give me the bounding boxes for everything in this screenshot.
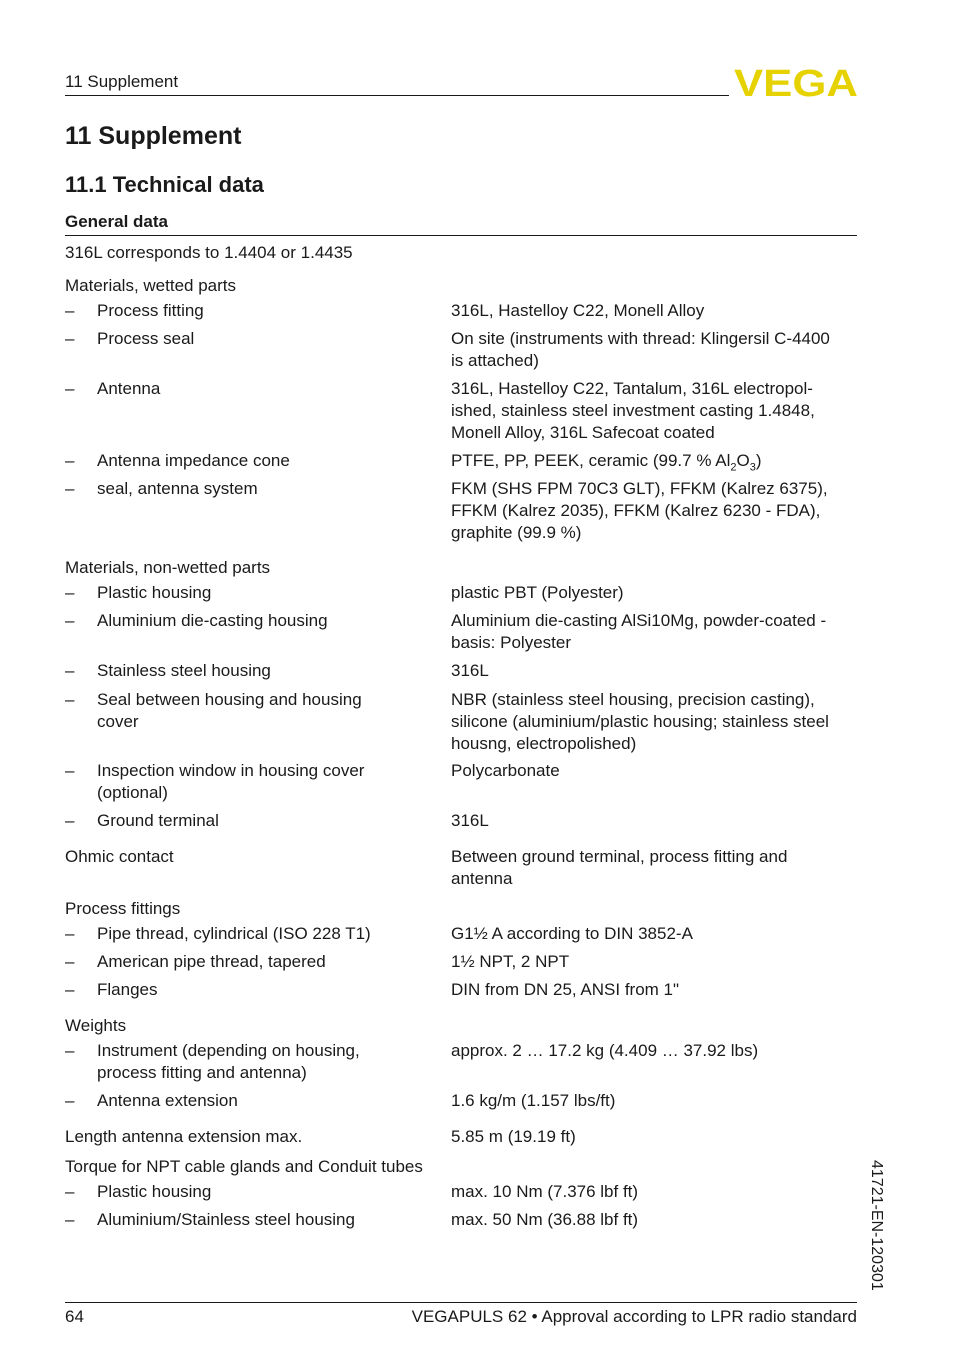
list-dash: – — [65, 924, 75, 943]
row-value: approx. 2 … 17.2 kg (4.409 … 37.92 lbs) — [451, 1041, 759, 1060]
list-dash: – — [65, 479, 75, 498]
row-value: antenna — [451, 869, 513, 888]
row-label: Process seal — [97, 329, 195, 348]
row-label: seal, antenna system — [97, 479, 258, 498]
document-code-text: 41721-EN-120301 — [868, 1160, 885, 1291]
row-value: max. 50 Nm (36.88 lbf ft) — [451, 1210, 639, 1229]
vega-logo-text: VEGA — [734, 66, 858, 98]
row-value: 316L, Hastelloy C22, Monell Alloy — [451, 301, 705, 320]
list-dash: – — [65, 980, 75, 999]
row-value: 5.85 m (19.19 ft) — [451, 1127, 576, 1146]
row-value: On site (instruments with thread: Klingersil C-4400 — [451, 329, 830, 348]
group-heading: Torque for NPT cable glands and Conduit tubes — [65, 1157, 423, 1176]
row-label: (optional) — [97, 783, 168, 802]
section-title: 11.1 Technical data — [65, 172, 264, 197]
list-dash: – — [65, 329, 75, 348]
chapter-title: 11 Supplement — [65, 122, 242, 150]
row-label: Plastic housing — [97, 583, 212, 602]
row-value: 316L — [451, 661, 489, 680]
subsection-title: General data — [65, 212, 168, 231]
list-dash: – — [65, 583, 75, 602]
group-heading: Weights — [65, 1016, 127, 1035]
row-label: Stainless steel housing — [97, 661, 271, 680]
row-value: Aluminium die-casting AlSi10Mg, powder-coated - — [451, 611, 827, 630]
row-value: DIN from DN 25, ANSI from 1" — [451, 980, 680, 999]
row-value: FFKM (Kalrez 2035), FFKM (Kalrez 6230 - FDA), — [451, 501, 821, 520]
subsection-rule — [65, 235, 857, 236]
list-dash: – — [65, 761, 75, 780]
row-label: Instrument (depending on housing, — [97, 1041, 360, 1060]
list-dash: – — [65, 301, 75, 320]
row-label: Length antenna extension max. — [65, 1127, 303, 1146]
row-value: 316L, Hastelloy C22, Tantalum, 316L electropol- — [451, 379, 813, 398]
running-header: 11 Supplement — [65, 72, 179, 91]
list-dash: – — [65, 379, 75, 398]
row-label: Seal between housing and housing — [97, 690, 362, 709]
list-dash: – — [65, 1182, 75, 1201]
list-dash: – — [65, 611, 75, 630]
row-value: graphite (99.9 %) — [451, 523, 582, 542]
row-value: G1½ A according to DIN 3852-A — [451, 924, 693, 943]
group-heading: Process fittings — [65, 899, 181, 918]
list-dash: – — [65, 1091, 75, 1110]
row-label: Process fitting — [97, 301, 204, 320]
list-dash: – — [65, 1210, 75, 1229]
row-label: Antenna extension — [97, 1091, 238, 1110]
row-label: Ohmic contact — [65, 847, 174, 866]
row-label: Aluminium/Stainless steel housing — [97, 1210, 355, 1229]
footer-rule — [65, 1302, 857, 1303]
row-label: Aluminium die-casting housing — [97, 611, 328, 630]
row-value: FKM (SHS FPM 70C3 GLT), FFKM (Kalrez 6375), — [451, 479, 828, 498]
row-label: cover — [97, 712, 139, 731]
header-rule — [65, 95, 729, 96]
row-label: Antenna — [97, 379, 161, 398]
row-value: Polycarbonate — [451, 761, 560, 780]
row-label: American pipe thread, tapered — [97, 952, 326, 971]
row-value: PTFE, PP, PEEK, ceramic (99.7 % $Al_2O_3$) — [451, 451, 762, 474]
row-label: 316L corresponds to 1.4404 or 1.4435 — [65, 243, 353, 262]
row-value: 1½ NPT, 2 NPT — [451, 952, 570, 971]
list-dash: – — [65, 1041, 75, 1060]
group-heading: Materials, non-wetted parts — [65, 558, 271, 577]
row-value: housng, electropolished) — [451, 734, 637, 753]
row-label: process fitting and antenna) — [97, 1063, 307, 1082]
document-code — [866, 1160, 890, 1310]
row-label: Flanges — [97, 980, 158, 999]
list-dash: – — [65, 952, 75, 971]
page-number: 64 — [65, 1307, 84, 1326]
row-label: Plastic housing — [97, 1182, 212, 1201]
row-value: Between ground terminal, process fitting and — [451, 847, 788, 866]
row-value: plastic PBT (Polyester) — [451, 583, 624, 602]
list-dash: – — [65, 661, 75, 680]
vega-logo — [734, 66, 858, 98]
row-value: 1.6 kg/m (1.157 lbs/ft) — [451, 1091, 616, 1110]
row-value: ished, stainless steel investment casting 1.4848, — [451, 401, 815, 420]
row-value: NBR (stainless steel housing, precision casting), — [451, 690, 815, 709]
list-dash: – — [65, 690, 75, 709]
row-label: Ground terminal — [97, 811, 219, 830]
row-value: Monell Alloy, 316L Safecoat coated — [451, 423, 715, 442]
list-dash: – — [65, 811, 75, 830]
row-value: basis: Polyester — [451, 633, 571, 652]
row-value: max. 10 Nm (7.376 lbf ft) — [451, 1182, 639, 1201]
group-heading: Materials, wetted parts — [65, 276, 237, 295]
row-label: Inspection window in housing cover — [97, 761, 365, 780]
row-value: is attached) — [451, 351, 539, 370]
footer-title: VEGAPULS 62 • Approval according to LPR radio standard — [411, 1307, 857, 1326]
row-label: Pipe thread, cylindrical (ISO 228 T1) — [97, 924, 371, 943]
row-value: silicone (aluminium/plastic housing; stainless steel — [451, 712, 829, 731]
list-dash: – — [65, 451, 75, 470]
row-value: 316L — [451, 811, 489, 830]
row-label: Antenna impedance cone — [97, 451, 290, 470]
